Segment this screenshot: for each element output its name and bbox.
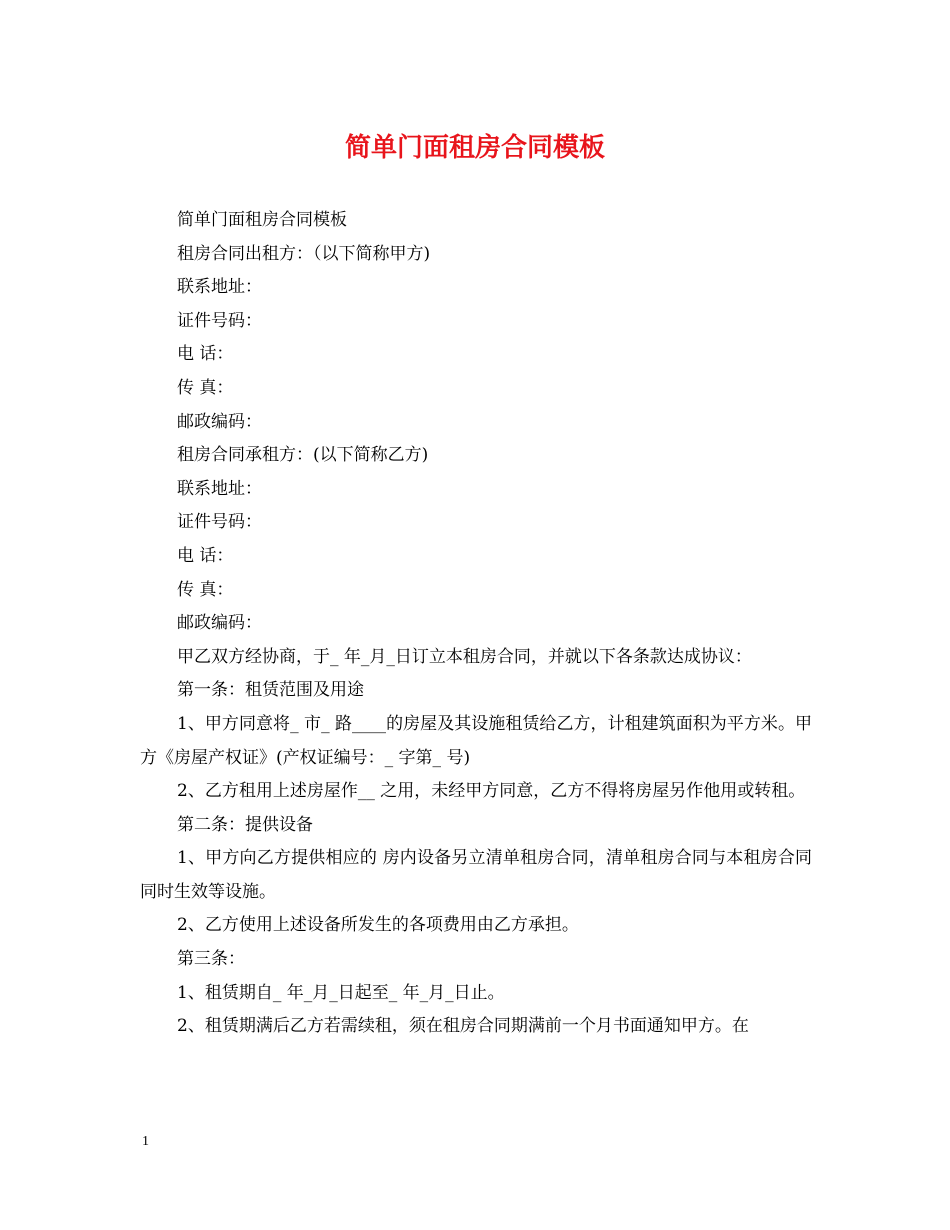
paragraph: 2、乙方使用上述设备所发生的各项费用由乙方承担。 (177, 915, 579, 936)
paragraph: 2、租赁期满后乙方若需续租，须在租房合同期满前一个月书面通知甲方。在 (177, 1016, 749, 1037)
paragraph: 1、租赁期自_ 年_月_日起至_ 年_月_日止。 (177, 982, 505, 1003)
paragraph: 1、甲方向乙方提供相应的 房内设备另立清单租房合同，清单租房合同与本租房合同同时生效等设施。 (140, 848, 812, 902)
paragraph: 联系地址： (177, 478, 262, 499)
page-number: 1 (142, 1134, 149, 1149)
paragraph: 1、甲方同意将_ 市_ 路____的房屋及其设施租赁给乙方，计租建筑面积为平方米。甲方《房屋产权证》(产权证编号：_ 字第_ 号) (140, 713, 812, 768)
paragraph: 邮政编码： (177, 411, 262, 432)
paragraph: 传 真： (177, 579, 234, 600)
paragraph: 第二条：提供设备 (177, 814, 313, 835)
paragraph: 2、乙方租用上述房屋作__ 之用，未经甲方同意，乙方不得将房屋另作他用或转租。 (177, 781, 806, 802)
paragraph: 第一条：租赁范围及用途 (177, 680, 364, 701)
paragraph: 传 真： (177, 377, 234, 398)
document-body (140, 204, 812, 1044)
paragraph: 甲乙双方经协商，于_ 年_月_日订立本租房合同，并就以下各条款达成协议： (177, 646, 752, 667)
paragraph: 简单门面租房合同模板 (177, 210, 347, 230)
paragraph: 第三条： (177, 949, 245, 970)
paragraph: 邮政编码： (177, 613, 262, 634)
paragraph: 证件号码： (177, 512, 262, 533)
paragraph: 电 话： (177, 344, 234, 365)
paragraph: 电 话： (177, 545, 234, 566)
paragraph: 联系地址： (177, 277, 262, 298)
paragraph: 证件号码： (177, 310, 262, 331)
document-title: 简单门面租房合同模板 (344, 133, 605, 163)
paragraph: 租房合同出租方：（以下简称甲方) (177, 243, 431, 264)
paragraph: 租房合同承租方：(以下简称乙方) (177, 445, 429, 466)
